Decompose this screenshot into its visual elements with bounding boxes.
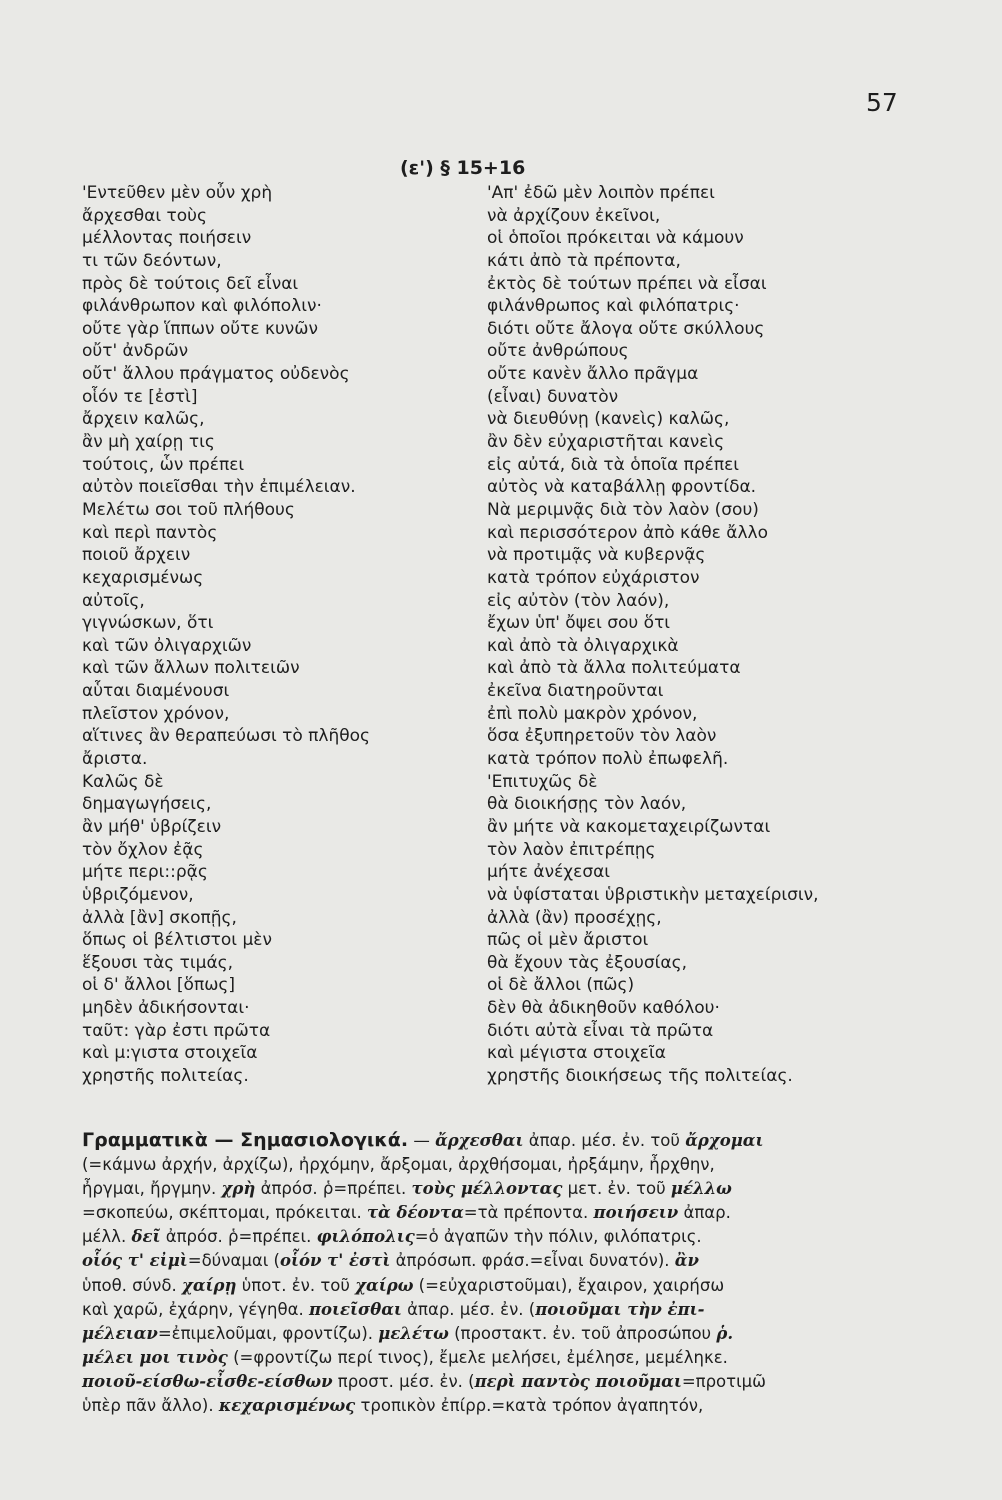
grammar-term: ἄρχομαι [685,1131,764,1150]
grammar-line: ὑπὲρ πᾶν ἄλλο). κεχαρισμένως τροπικὸν ἐπίρρ.=κατὰ τρόπον ἀγαπητόν, [82,1396,704,1416]
greek-text-line: καὶ τῶν ἄλλων πολιτειῶν [82,658,300,679]
translation-line: κατὰ τρόπον εὐχάριστον [487,567,700,588]
greek-text-line: ποιοῦ ἄρχειν [82,545,191,566]
translation-line: διότι οὔτε ἄλογα οὔτε σκύλλους [487,318,765,339]
translation-line: ἐκτὸς δὲ τούτων πρέπει νὰ εἶσαι [487,273,767,294]
translation-line: διότι αὐτὰ εἶναι τὰ πρῶτα [487,1020,714,1041]
translation-line: οὔτε κανὲν ἄλλο πρᾶγμα [487,364,699,385]
translation-line: ἐκεῖνα διατηροῦνται [487,681,664,702]
translation-line: πῶς οἱ μὲν ἄριστοι [487,930,649,951]
translation-line: καὶ ἀπὸ τὰ ὀλιγαρχικὰ [487,635,679,656]
grammar-line: ἦργμαι, ἤργμην. χρὴ ἀπρόσ. ῥ=πρέπει. τοὺς μέλλοντας μετ. ἐν. τοῦ μέλλω [82,1179,732,1199]
grammar-term: ποιοῦμαι τὴν ἐπι- [535,1299,705,1319]
greek-text-line: ὑβριζόμενον, [82,884,194,905]
translation-line: μήτε ἀνέχεσαι [487,862,611,883]
translation-line: οἱ ὁποῖοι πρόκειται νὰ κάμουν [487,228,744,249]
greek-text-line: οὔτ' ἀνδρῶν [82,341,189,362]
grammar-line: ποιοῦ-είσθω-εἶσθε-είσθων προστ. μέσ. ἐν. (περὶ παντὸς ποιοῦμαι=προτιμῶ [82,1371,766,1391]
greek-text-line: πρὸς δὲ τούτοις δεῖ εἶναι [82,273,299,294]
translation-line: εἰς αὐτὸν (τὸν λαόν), [487,590,670,611]
grammar-line: Γραμματικὰ — Σημασιολογικά. — ἄρχεσθαι ἀπαρ. μέσ. ἐν. τοῦ ἄρχομαι [82,1129,764,1151]
translation-line: (εἶναι) δυνατὸν [487,386,619,407]
section-heading: (ε') § 15+16 [400,157,526,179]
greek-text-line: ἄρχεσθαι τοὺς [82,205,207,226]
greek-text-line: καὶ περὶ παντὸς [82,522,218,543]
greek-text-line: 'Εντεῦθεν μὲν οὖν χρὴ [82,183,273,203]
grammar-line: ὑποθ. σύνδ. χαίρῃ ὑποτ. ἐν. τοῦ χαίρω (=εὐχαριστοῦμαι), ἔχαιρον, χαιρήσω [82,1275,725,1295]
translation-line: κάτι ἀπὸ τὰ πρέποντα, [487,250,681,271]
greek-text-line: αὐτοῖς, [82,590,145,611]
translation-line: 'Επιτυχῶς δὲ [487,771,598,792]
greek-text-line: οἷόν τε [ἐστὶ] [82,386,198,407]
grammar-line: (=κάμνω ἀρχήν, ἀρχίζω), ἠρχόμην, ἄρξομαι, ἀρχθήσομαι, ἠρξάμην, ἦρχθην, [82,1155,715,1175]
grammar-term: τοὺς μέλλοντας [411,1179,563,1199]
translation-line: εἰς αὐτά, διὰ τὰ ὁποῖα πρέπει [487,454,740,475]
translation-line: ὅσα ἐξυπηρετοῦν τὸν λαὸν [487,726,717,747]
grammar-term: ἄρχεσθαι [435,1131,524,1150]
greek-text-line: χρηστῆς πολιτείας. [82,1065,249,1086]
greek-text-line: τούτοις, ὧν πρέπει [82,454,245,475]
translation-line: ἂν μήτε νὰ κακομεταχειρίζωνται [487,816,771,837]
greek-text-line: οἱ δ' ἄλλοι [ὅπως] [82,975,236,996]
translation-line: καὶ περισσότερον ἀπὸ κάθε ἄλλο [487,522,769,543]
greek-text-line: οὔτ' ἄλλου πράγματος οὐδενὸς [82,364,350,385]
translation-line: τὸν λαὸν ἐπιτρέπῃς [487,839,656,860]
grammar-term: μέλει μοι τινὸς [82,1347,228,1367]
greek-text-line: μέλλοντας ποιήσειν [82,228,252,249]
grammar-line: μέλλ. δεῖ ἀπρόσ. ῥ=πρέπει. φιλόπολις=ὁ ἀγαπῶν τὴν πόλιν, φιλόπατρις. [82,1227,702,1247]
translation-line: Νὰ μεριμνᾷς διὰ τὸν λαὸν (σου) [487,499,759,520]
greek-text-line: αὗται διαμένουσι [82,681,230,702]
greek-text-line: ἂν μὴ χαίρῃ τις [82,432,215,453]
grammar-term: ποιήσειν [593,1203,679,1223]
grammar-term: χαίρω [355,1275,414,1295]
grammar-term: περὶ παντὸς ποιοῦμαι [474,1371,682,1391]
greek-text-line: καὶ τῶν ὀλιγαρχιῶν [82,635,252,656]
greek-text-line: ἄρχειν καλῶς, [82,409,205,430]
translation-line: οἱ δὲ ἄλλοι (πῶς) [487,975,635,996]
translation-line: νὰ διευθύνῃ (κανεὶς) καλῶς, [487,409,730,430]
greek-text-column [82,182,370,1088]
grammar-term: ποιοῦ-είσθω-εἶσθε-είσθων [82,1371,333,1391]
grammar-term: οἷός τ' εἰμὶ [82,1251,188,1271]
translation-column [487,182,819,1088]
grammar-line: μέλει μοι τινὸς (=φροντίζω περί τινος), ἔμελε μελήσει, ἐμέλησε, μεμέληκε. [82,1347,728,1367]
grammar-term: δεῖ [131,1227,161,1247]
translation-line: νὰ ὑφίσταται ὑβριστικὴν μεταχείρισιν, [487,884,819,905]
translation-line: ἔχων ὑπ' ὄψει σου ὅτι [487,613,671,634]
translation-line: χρηστῆς διοικήσεως τῆς πολιτείας. [487,1065,793,1086]
translation-line: καὶ ἀπὸ τὰ ἄλλα πολιτεύματα [487,658,741,679]
greek-text-line: ἀλλὰ [ἂν] σκοπῇς, [82,907,237,928]
greek-text-line: καὶ μ:γιστα στοιχεῖα [82,1043,258,1064]
grammar-line: οἷός τ' εἰμὶ=δύναμαι (οἷόν τ' ἐστὶ ἀπρόσωπ. φράσ.=εἶναι δυνατόν). ἂν [82,1251,699,1271]
page-number: 57 [866,88,898,117]
translation-line: οὔτε ἀνθρώπους [487,341,629,362]
greek-text-line: γιγνώσκων, ὅτι [82,613,214,634]
greek-text-line: κεχαρισμένως [82,567,204,588]
translation-line: θὰ ἔχουν τὰς ἐξουσίας, [487,952,687,973]
grammar-term: μέλλω [670,1179,732,1199]
grammar-term: φιλόπολις [316,1227,415,1247]
greek-text-line: οὔτε γὰρ ἵππων οὔτε κυνῶν [82,318,319,339]
grammar-term: χαίρῃ [181,1275,237,1295]
grammar-line: καὶ χαρῶ, ἐχάρην, γέγηθα. ποιεῖσθαι ἀπαρ. μέσ. ἐν. (ποιοῦμαι τὴν ἐπι- [82,1299,705,1319]
translation-line: φιλάνθρωπος καὶ φιλόπατρις· [487,296,740,317]
translation-line: κατὰ τρόπον πολὺ ἐπωφελῆ. [487,749,729,770]
translation-line: νὰ ἀρχίζουν ἐκεῖνοι, [487,205,661,226]
grammar-line: μέλειαν=ἐπιμελοῦμαι, φροντίζω). μελέτω (προστακτ. ἐν. τοῦ ἀπροσώπου ῥ. [82,1323,734,1343]
greek-text-line: τι τῶν δεόντων, [82,250,222,271]
greek-text-line: τὸν ὄχλον ἐᾷς [82,839,204,860]
greek-text-line: μηδὲν ἀδικήσονται· [82,998,250,1019]
translation-line: 'Απ' ἐδῶ μὲν λοιπὸν πρέπει [487,183,715,203]
greek-text-line: ἄριστα. [82,749,148,770]
greek-text-line: φιλάνθρωπον καὶ φιλόπολιν· [82,296,322,317]
greek-text-line: πλεῖστον χρόνον, [82,703,230,724]
greek-text-line: ἂν μήθ' ὑβρίζειν [82,816,222,837]
translation-line: καὶ μέγιστα στοιχεῖα [487,1043,666,1064]
grammar-term: μελέτω [378,1323,449,1343]
greek-text-line: δημαγωγήσεις, [82,794,212,815]
translation-line: αὐτὸς νὰ καταβάλλῃ φροντίδα. [487,477,757,498]
grammar-notes [82,1128,922,1418]
grammar-term: οἷόν τ' ἐστὶ [279,1251,391,1271]
grammar-line: =σκοπεύω, σκέπτομαι, πρόκειται. τὰ δέοντα=τὰ πρέποντα. ποιήσειν ἀπαρ. [82,1203,731,1223]
grammar-term: χρὴ [221,1179,256,1199]
translation-line: νὰ προτιμᾷς νὰ κυβερνᾷς [487,545,706,566]
greek-text-line: Καλῶς δὲ [82,771,164,792]
translation-line: θὰ διοικήσῃς τὸν λαόν, [487,794,687,815]
greek-text-line: ἕξουσι τὰς τιμάς, [82,952,234,973]
translation-line: ἂν δὲν εὐχαριστῆται κανεὶς [487,432,725,453]
greek-text-line: αἵτινες ἂν θεραπεύωσι τὸ πλῆθος [82,726,371,747]
greek-text-line: αὐτὸν ποιεῖσθαι τὴν ἐπιμέλειαν. [82,477,356,498]
grammar-term: ἂν [674,1251,699,1271]
greek-text-line: Μελέτω σοι τοῦ πλήθους [82,499,295,520]
greek-text-line: ταῦτ: γὰρ ἐστι πρῶτα [82,1020,271,1041]
translation-line: δὲν θὰ ἀδικηθοῦν καθόλου· [487,998,720,1019]
grammar-title: Γραμματικὰ — Σημασιολογικά. [82,1129,409,1151]
grammar-term: ῥ. [716,1323,734,1343]
greek-text-line: ὅπως οἱ βέλτιστοι μὲν [82,930,272,951]
grammar-term: ποιεῖσθαι [308,1299,402,1319]
grammar-term: κεχαρισμένως [218,1396,356,1416]
greek-text-line: μήτε περι::ρᾷς [82,862,208,883]
translation-line: ἀλλὰ (ἂν) προσέχῃς, [487,907,662,928]
grammar-term: τὰ δέοντα [366,1203,464,1223]
grammar-term: μέλειαν [82,1323,158,1343]
translation-line: ἐπὶ πολὺ μακρὸν χρόνον, [487,703,698,724]
